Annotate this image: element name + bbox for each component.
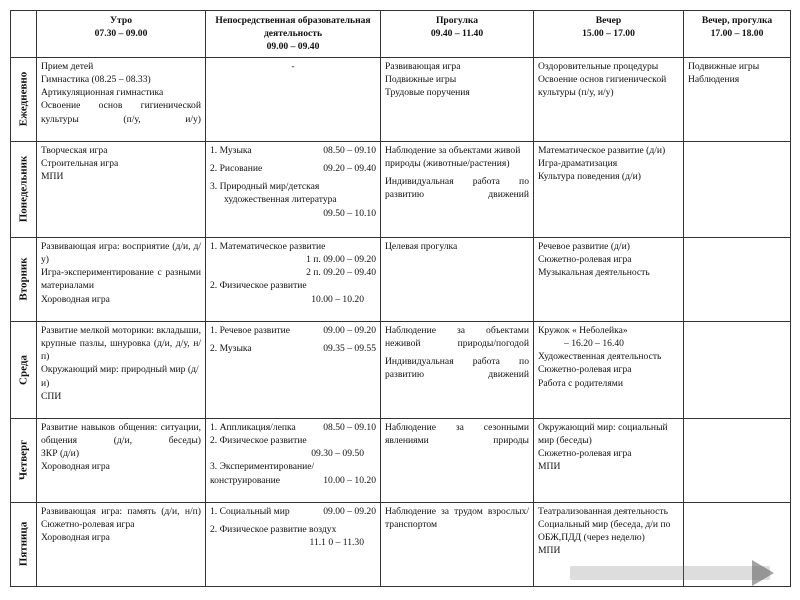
thursday-evening-walk: [684, 418, 791, 502]
header-walk: Прогулка 09.40 – 11.40: [381, 11, 534, 58]
tuesday-evening: Речевое развитие (д/и) Сюжетно-ролевая игра Музыкальная деятельность: [534, 237, 684, 321]
row-tuesday: [11, 237, 791, 321]
row-daily: [11, 57, 791, 141]
monday-morning: Творческая игра Строительная игра МПИ: [37, 141, 206, 237]
tuesday-evening-walk: [684, 237, 791, 321]
day-label-thursday: Четверг: [11, 418, 37, 502]
tuesday-morning: Развивающая игра: восприятие (д/и, д/у) Игра-экспериментирование с разными материалами Хороводная игра: [37, 237, 206, 321]
wednesday-nod: 1. Речевое развитие 09.00 – 09.20 2. Музыка 09.35 – 09.55: [206, 321, 381, 418]
header-morning: Утро 07.30 – 09.00: [37, 11, 206, 58]
daily-evening-walk: Подвижные игры Наблюдения: [684, 57, 791, 141]
friday-morning: Развивающая игра: память (д/и, н/п) Сюжетно-ролевая игра Хороводная игра: [37, 502, 206, 586]
monday-evening-walk: [684, 141, 791, 237]
schedule-table: [10, 10, 791, 587]
day-label-tuesday: Вторник: [11, 237, 37, 321]
monday-walk: Наблюдение за объектами живой природы (животные/растения) Индивидуальная работа по развитию движений: [381, 141, 534, 237]
header-nod: Непосредственная образовательная деятельность 09.00 – 09.40: [206, 11, 381, 58]
monday-nod: 1. Музыка 08.50 – 09.10 2. Рисование 09.20 – 09.40 3. Природный мир/детская художественная литература 09.50 – 10.10: [206, 141, 381, 237]
daily-evening: Оздоровительные процедуры Освоение основ гигиенической культуры (п/у, и/у): [534, 57, 684, 141]
tuesday-nod: 1. Математическое развитие 1 п. 09.00 – 09.20 2 п. 09.20 – 09.40 2. Физическое развитие 10.00 – 10.20: [206, 237, 381, 321]
friday-evening: Театрализованная деятельность Социальный мир (беседа, д/и по ОБЖ,ПДД (через неделю) МПИ: [534, 502, 684, 586]
day-label-daily: Ежедневно: [11, 57, 37, 141]
header-evening: Вечер 15.00 – 17.00: [534, 11, 684, 58]
wednesday-walk: Наблюдение за объектами неживой природы/погодой Индивидуальная работа по развитию движений: [381, 321, 534, 418]
friday-walk: Наблюдение за трудом взрослых/ транспортом: [381, 502, 534, 586]
daily-morning: Прием детей Гимнастика (08.25 – 08.33) Артикуляционная гимнастика Освоение основ гигиенической культуры (п/у, и/у): [37, 57, 206, 141]
friday-nod: 1. Социальный мир 09.00 – 09.20 2. Физическое развитие воздух 11.1 0 – 11.30: [206, 502, 381, 586]
day-label-friday: Пятница: [11, 502, 37, 586]
header-evening-walk: Вечер, прогулка 17.00 – 18.00: [684, 11, 791, 58]
header-corner: [11, 11, 37, 58]
wednesday-evening: Кружок « Неболейка» – 16.20 – 16.40 Художественная деятельность Сюжетно-ролевая игра Работа с родителями: [534, 321, 684, 418]
watermark-bar: [570, 566, 770, 580]
schedule-sheet: [10, 10, 790, 585]
row-thursday: [11, 418, 791, 502]
wednesday-morning: Развитие мелкой моторики: вкладыши, крупные пазлы, шнуровка (д/и, д/у, н/п) Окружающий мир: природный мир (д/и) СПИ: [37, 321, 206, 418]
thursday-evening: Окружающий мир: социальный мир (беседы) Сюжетно-ролевая игра МПИ: [534, 418, 684, 502]
daily-nod: -: [206, 57, 381, 141]
thursday-morning: Развитие навыков общения: ситуации, общения (д/и, беседы) ЗКР (д/и) Хороводная игра: [37, 418, 206, 502]
play-icon: [752, 560, 774, 586]
monday-evening: Математическое развитие (д/и) Игра-драматизация Культура поведения (д/и): [534, 141, 684, 237]
day-label-wednesday: Среда: [11, 321, 37, 418]
wednesday-evening-walk: [684, 321, 791, 418]
row-wednesday: [11, 321, 791, 418]
daily-walk: Развивающая игра Подвижные игры Трудовые поручения: [381, 57, 534, 141]
row-monday: [11, 141, 791, 237]
header-row: [11, 11, 791, 58]
thursday-walk: Наблюдение за сезонными явлениями природы: [381, 418, 534, 502]
video-play-watermark: [570, 558, 770, 588]
thursday-nod: 1. Аппликация/лепка 08.50 – 09.10 2. Физическое развитие 09.30 – 09.50 3. Экспериментирование/ конструирование 10.00 – 10.20: [206, 418, 381, 502]
day-label-monday: Понедельник: [11, 141, 37, 237]
tuesday-walk: Целевая прогулка: [381, 237, 534, 321]
